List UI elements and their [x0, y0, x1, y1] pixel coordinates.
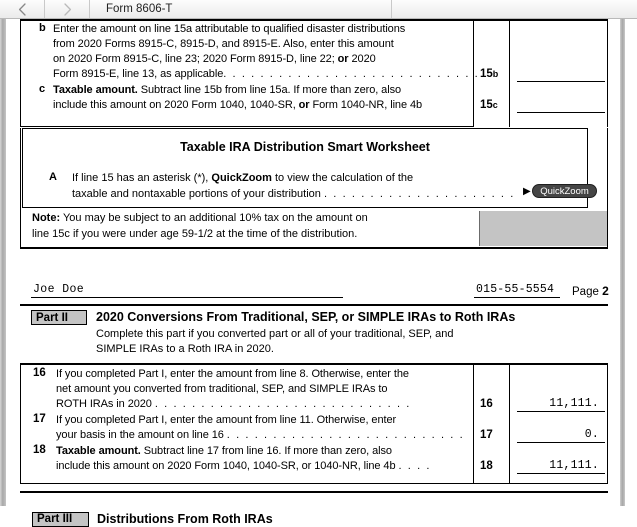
worksheet-row-text — [72, 171, 515, 202]
line-15b-or: or — [337, 53, 349, 65]
page-number: 2 — [602, 284, 609, 298]
line-16-text-1: If you completed Part I, enter the amount from line 8. Otherwise, enter the — [56, 368, 409, 380]
line-15b-text-4 — [53, 67, 479, 82]
line-18-amount-value[interactable]: 11,111. — [549, 459, 599, 472]
line-15c-text-2 — [53, 98, 422, 113]
rule-lines-top — [20, 363, 608, 365]
form-tab-label: Form 8606-T — [106, 3, 173, 15]
line-15b-num: 15 — [480, 68, 493, 80]
line-15c-or: or — [298, 99, 310, 111]
line-15b-amount-rule — [517, 81, 605, 82]
part-ii-subtitle-2: SIMPLE IRAs to a Roth IRA in 2020. — [96, 343, 274, 355]
line-15c-letter: c — [39, 83, 46, 95]
line-15c-sub: c — [492, 100, 498, 110]
line-18-amount-rule — [517, 473, 605, 474]
line-15b-sub: b — [492, 69, 499, 79]
quickzoom-arrow-icon: ▶ — [523, 186, 531, 197]
line-18-text-1 — [56, 444, 392, 459]
taxpayer-ssn-value[interactable]: 015-55-5554 — [476, 283, 555, 296]
rule-note-bottom — [20, 247, 608, 249]
worksheet-row-letter: A — [49, 171, 57, 183]
rule-above-part2 — [20, 304, 608, 306]
toolbar-empty-area — [392, 0, 637, 18]
line-18-text-2 — [56, 459, 431, 474]
rule-top — [20, 19, 608, 21]
rule-left-upper — [20, 19, 21, 127]
page-indicator — [572, 284, 609, 298]
line-16-amount-rule — [517, 411, 605, 412]
line-16-text-2: net amount you converted from traditional, SEP, and SIMPLE IRAs to — [56, 383, 388, 395]
line-17-amount-value[interactable]: 0. — [584, 428, 599, 441]
line-15b-leader: . . . . . . . . . . . . . . . . . . . . . . . . . . . . — [223, 68, 480, 80]
worksheet-title: Taxable IRA Distribution Smart Worksheet — [180, 140, 430, 154]
rule-col-divider-c — [473, 363, 474, 484]
line-17-amount-rule — [517, 442, 605, 443]
part-ii-subtitle-1: Complete this part if you converted part or all of your traditional, SEP, and — [96, 328, 454, 340]
smart-worksheet-box — [22, 128, 588, 208]
line-16-number: 16 — [480, 398, 493, 410]
line-18-number: 18 — [480, 460, 493, 472]
line-15c-text-1b: Subtract line 15b from line 15a. If more than zero, also — [140, 84, 402, 96]
line-15b-text-3b: 2020 — [348, 53, 376, 65]
chevron-right-icon — [62, 3, 73, 16]
line-18-text-2a: include this amount on 2020 Form 1040, 1040-SR, or 1040-NR, line 4b — [56, 460, 396, 472]
line-16-amount-value[interactable]: 11,111. — [549, 397, 599, 410]
line-15c-number — [480, 99, 498, 111]
chevron-left-icon — [17, 3, 28, 16]
line-17-leader: . . . . . . . . . . . . . . . . . . . . . . . . . . — [226, 429, 465, 441]
worksheet-leader: . . . . . . . . . . . . . . . . . . . . . — [323, 187, 515, 200]
rule-upper-bottom — [20, 126, 474, 127]
taxpayer-name-rule — [31, 297, 343, 298]
line-15c-text-2b: Form 1040-NR, line 4b — [309, 99, 423, 111]
part-iii-title: Distributions From Roth IRAs — [97, 512, 273, 526]
taxpayer-ssn-rule — [474, 297, 560, 298]
page-label-text: Page — [572, 286, 599, 298]
line-15c-num: 15 — [480, 99, 493, 111]
rule-right-note — [607, 128, 608, 248]
line-17-number: 17 — [480, 429, 493, 441]
line-18-leader: . . . . — [398, 460, 432, 472]
line-18-label: Taxable amount. — [56, 445, 141, 457]
line-15b-number — [480, 68, 498, 80]
line-17-text-2 — [56, 428, 464, 443]
forward-button[interactable] — [45, 0, 90, 18]
line-15c-label: Taxable amount. — [53, 84, 138, 96]
rule-left-note — [20, 128, 21, 248]
line-17-text-2a: your basis in the amount on line 16 — [56, 429, 224, 441]
navigation-toolbar — [0, 0, 637, 19]
rule-right-upper — [607, 19, 608, 127]
taxpayer-name-value[interactable]: Joe Doe — [33, 283, 85, 296]
rule-col-divider-d — [509, 363, 510, 484]
worksheet-text-2: to view the calculation of the — [271, 172, 414, 184]
rule-right-lower — [607, 363, 608, 484]
line-15b-text-1: Enter the amount on line 15a attributable to qualified disaster distributions — [53, 23, 406, 35]
quickzoom-button[interactable]: QuickZoom — [532, 184, 597, 198]
line-18-text-1b: Subtract line 17 from line 16. If more than zero, also — [143, 445, 392, 457]
note-gray-input-field[interactable] — [479, 211, 608, 246]
line-15c-text-2a: include this amount on 2020 Form 1040, 1040-SR, — [53, 99, 299, 111]
part-ii-title: 2020 Conversions From Traditional, SEP, or SIMPLE IRAs to Roth IRAs — [96, 310, 516, 324]
line-15c-amount-rule — [517, 112, 605, 113]
back-button[interactable] — [0, 0, 45, 18]
line-16-text-3 — [56, 397, 411, 412]
right-margin — [625, 19, 637, 506]
line-17-text-1: If you completed Part I, enter the amount from line 11. Otherwise, enter — [56, 414, 397, 426]
line-15b-text-4a: Form 8915-E, line 13, as applicable — [53, 68, 224, 80]
line-15b-text-2: from 2020 Forms 8915-C, 8915-D, and 8915-E. Also, enter this amount — [53, 38, 394, 50]
worksheet-text-1: If line 15 has an asterisk (*), — [72, 172, 212, 184]
note-label: Note: — [32, 212, 61, 224]
line-17-row-number: 17 — [33, 413, 46, 425]
line-18-row-number: 18 — [33, 444, 46, 456]
note-line-1: You may be subject to an additional 10% tax on the amount on — [60, 212, 368, 224]
note-line-2: line 15c if you were under age 59-1/2 at the time of the distribution. — [32, 227, 358, 240]
line-15c-text-1 — [53, 83, 401, 98]
part-ii-chip: Part II — [31, 310, 87, 325]
rule-lines-bottom — [20, 483, 608, 484]
line-15b-text-3 — [53, 52, 376, 67]
rule-col-divider-b — [509, 19, 510, 127]
form-tab-8606t[interactable] — [90, 0, 392, 18]
worksheet-quickzoom-word: QuickZoom — [211, 172, 272, 184]
line-15b-text-3a: on 2020 Form 8915-C, line 23; 2020 Form 8915-D, line 22; — [53, 53, 338, 65]
form-page-sheet — [6, 19, 620, 526]
line-16-row-number: 16 — [33, 367, 46, 379]
line-16-text-3a: ROTH IRAs in 2020 — [56, 398, 152, 410]
line-15b-letter: b — [39, 22, 46, 34]
rule-above-part3 — [20, 491, 608, 493]
rule-left-lower — [20, 363, 21, 484]
line-16-leader: . . . . . . . . . . . . . . . . . . . . . . . . . . . . — [154, 398, 411, 410]
note-block — [32, 211, 452, 242]
worksheet-text-3: taxable and nontaxable portions of your distribution — [72, 187, 324, 200]
part-iii-chip: Part III — [32, 512, 89, 527]
